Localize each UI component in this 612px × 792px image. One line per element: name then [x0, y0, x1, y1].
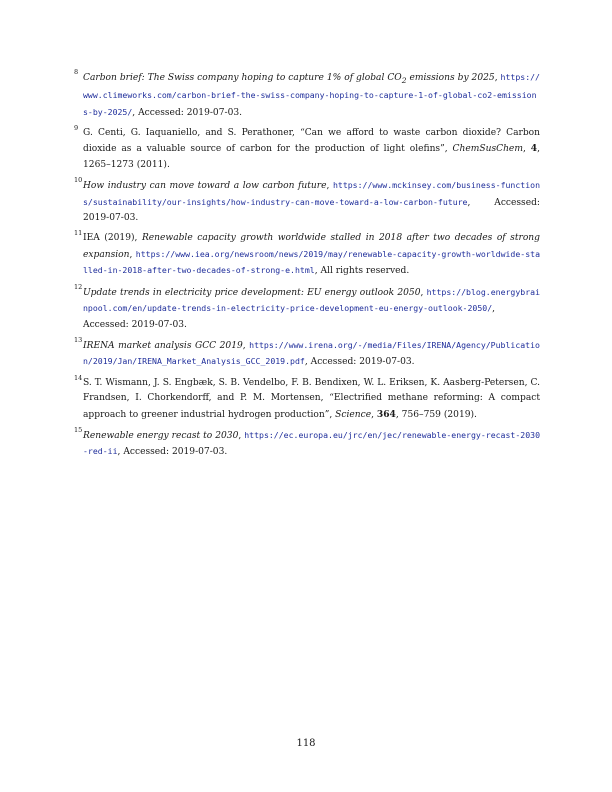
reference-accessed: All rights reserved. — [320, 266, 410, 277]
reference-title: Renewable energy recast to 2030 — [83, 430, 239, 441]
reference-title: Renewable capacity growth worldwide stalled in 2018 after two decades of strong expansion — [83, 233, 540, 260]
subscript: 2 — [401, 75, 407, 85]
reference-pages: , 1265–1273 (2011). — [83, 144, 540, 170]
reference-title: Update trends in electricity price development: EU energy outlook 2050 — [83, 287, 421, 298]
reference-link[interactable]: https://blog.energybrainpool.com/en/update-trends-in-electricity-price-development-eu-energy-outlook-2050/ — [83, 286, 540, 314]
reference-accessed: Accessed: 2019-07-03. — [138, 107, 243, 118]
reference-list — [74, 68, 540, 466]
reference-link[interactable]: https://ec.europa.eu/jrc/en/jec/renewable-energy-recast-2030-red-ii — [83, 429, 540, 457]
page-number: 118 — [296, 738, 316, 749]
reference-prefix: IEA (2019), — [83, 233, 142, 244]
reference-number: 11 — [74, 229, 83, 238]
reference-accessed: Accessed: 2019-07-03. — [83, 197, 540, 224]
reference-number: 15 — [74, 425, 83, 434]
reference-15: 15 Renewable energy recast to 2030, https://ec.europa.eu/jrc/en/jec/renewable-energy-recast-2030-red-ii, Accessed: 2019-07-03. — [74, 425, 540, 458]
reference-pages: , 756–759 (2019). — [395, 409, 477, 420]
reference-number: 10 — [74, 176, 83, 185]
reference-number: 12 — [74, 282, 83, 291]
reference-journal: Science — [335, 409, 372, 420]
reference-title: How industry can move toward a low carbon future — [83, 181, 327, 192]
reference-13: 13 IRENA market analysis GCC 2019, https://www.irena.org/-/media/Files/IRENA/Agency/Publication/2019/Jan/IRENA_Market_Analysis_GCC_2019.pdf, Accessed: 2019-07-03. — [74, 335, 540, 368]
reference-title: “Can we afford to waste carbon dioxide? Carbon dioxide as a valuable source of carbon for the production of light olefins”, — [83, 128, 540, 155]
reference-9: 9 G. Centi, G. Iaquaniello, and S. Perathoner, “Can we afford to waste carbon dioxide? Carbon dioxide as a valuable source of carbon for the production of light olefins”, ChemSusChem, 4, 1265–1273 (2011). — [74, 124, 540, 170]
reference-title: “Electrified methane reforming: A compact approach to greener industrial hydrogen production”, — [83, 393, 540, 420]
reference-accessed: Accessed: 2019-07-03. — [123, 447, 228, 458]
reference-title: Carbon brief: The Swiss company hoping to capture 1% of global $CO_2$ emissions by 2025 — [83, 73, 495, 85]
reference-number: 9 — [74, 124, 79, 133]
reference-number: 13 — [74, 335, 83, 344]
reference-link[interactable]: https://www.irena.org/-/media/Files/IRENA/Agency/Publication/2019/Jan/IRENA_Market_Analysis_GCC_2019.pdf — [83, 339, 540, 367]
reference-accessed: Accessed: 2019-07-03. — [310, 357, 415, 368]
reference-volume: 364 — [376, 408, 396, 420]
reference-link[interactable]: https://www.iea.org/newsroom/news/2019/may/renewable-capacity-growth-worldwide-stalled-in-2018-after-two-decades-of-strong-e.html — [83, 248, 540, 276]
reference-link[interactable]: https://www.climeworks.com/carbon-brief-the-swiss-company-hoping-to-capture-1-of-global-co2-emissions-by-2025/ — [83, 72, 540, 117]
reference-12: 12 Update trends in electricity price development: EU energy outlook 2050, https://blog.energybrainpool.com/en/update-trends-in-electricity-price-development-eu-energy-outlook-2050/, Accessed: 2019-07-03. — [74, 282, 540, 330]
reference-8: 8 Carbon brief: The Swiss company hoping to capture 1% of global $CO_2$ emissions by 2025, https://www.climeworks.com/carbon-brief-the-swiss-company-hoping-to-capture-1-of-global-co2-emissions-by-2025/, Accessed: 2019-07-03. — [74, 68, 540, 118]
reference-10: 10 How industry can move toward a low carbon future, https://www.mckinsey.com/business-functions/sustainability/our-insights/how-industry-can-move-toward-a-low-carbon-future, Accessed: 2019-07-03. — [74, 176, 540, 224]
reference-title: IRENA market analysis GCC 2019 — [83, 340, 243, 351]
reference-14: 14 S. T. Wismann, J. S. Engbæk, S. B. Vendelbo, F. B. Bendixen, W. L. Eriksen, K. Aasberg-Petersen, C. Frandsen, I. Chorkendorff, and P. M. Mortensen, “Electrified methane reforming: A compact approach to greener industrial hydrogen production”, Science, 364, 756–759 (2019). — [74, 373, 540, 420]
reference-journal: ChemSusChem — [452, 144, 523, 155]
reference-volume: 4 — [530, 143, 538, 155]
reference-accessed: Accessed: 2019-07-03. — [83, 319, 187, 330]
reference-authors: G. Centi, G. Iaquaniello, and S. Perathoner, — [83, 128, 301, 139]
reference-number: 8 — [74, 68, 79, 76]
reference-authors: S. T. Wismann, J. S. Engbæk, S. B. Vendelbo, F. B. Bendixen, W. L. Eriksen, K. Aasberg-Petersen, C. Frandsen, I. Chorkendorff, and P. M. Mortensen, — [83, 377, 540, 404]
reference-link[interactable]: https://www.mckinsey.com/business-functions/sustainability/our-insights/how-industry-can-move-toward-a-low-carbon-future — [83, 180, 540, 207]
reference-number: 14 — [74, 373, 83, 382]
reference-11: 11 IEA (2019), Renewable capacity growth worldwide stalled in 2018 after two decades of strong expansion, https://www.iea.org/newsroom/news/2019/may/renewable-capacity-growth-worldwide-stalled-in-2018-after-two-decades-of-strong-e.html, All rights reserved. — [74, 229, 540, 277]
